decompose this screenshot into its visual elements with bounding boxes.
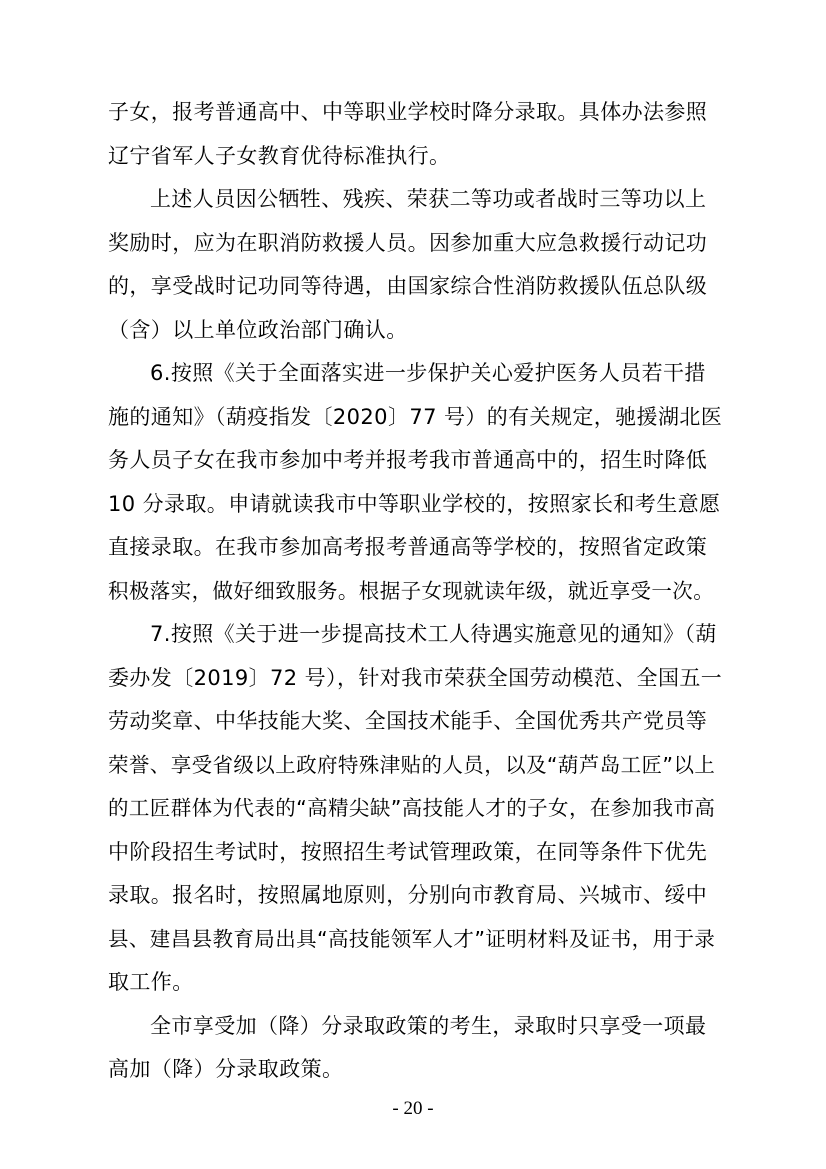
paragraph-line: 委办发〔2019〕72 号），针对我市荣获全国劳动模范、全国五一 — [108, 666, 723, 690]
paragraph-line: 奖励时，应为在职消防救援人员。因参加重大应急救援行动记功 — [108, 231, 708, 255]
paragraph-line: 施的通知》（葫疫指发〔2020〕77 号）的有关规定，驰援湖北医 — [108, 405, 723, 429]
paragraph-line: 高加（降）分录取政策。 — [108, 1057, 344, 1081]
paragraph-line: 积极落实，做好细致服务。根据子女现就读年级，就近享受一次。 — [108, 579, 715, 603]
paragraph-line: 全市享受加（降）分录取政策的考生，录取时只享受一项最 — [150, 1014, 707, 1038]
paragraph-line: 直接录取。在我市参加高考报考普通高等学校的，按照省定政策 — [108, 535, 708, 559]
paragraph-line: 上述人员因公牺牲、残疾、荣获二等功或者战时三等功以上 — [150, 187, 707, 211]
paragraph-line: 县、建昌县教育局出具“高技能领军人才”证明材料及证书，用于录 — [108, 927, 716, 951]
paragraph-line: 劳动奖章、中华技能大奖、全国技术能手、全国优秀共产党员等 — [108, 709, 708, 733]
paragraph-line: （含）以上单位政治部门确认。 — [108, 318, 408, 342]
paragraph-line: 的工匠群体为代表的“高精尖缺”高技能人才的子女，在参加我市高 — [108, 796, 716, 820]
paragraph-line: 的，享受战时记功同等待遇，由国家综合性消防救援队伍总队级 — [108, 274, 708, 298]
paragraph-line: 取工作。 — [108, 970, 194, 994]
paragraph-line: 子女，报考普通高中、中等职业学校时降分录取。具体办法参照 — [108, 100, 708, 124]
page-number: - 20 - — [392, 1098, 434, 1119]
paragraph-line: 录取。报名时，按照属地原则，分别向市教育局、兴城市、绥中 — [108, 883, 708, 907]
paragraph-line: 务人员子女在我市参加中考并报考我市普通高中的，招生时降低 — [108, 448, 708, 472]
paragraph-line: 辽宁省军人子女教育优待标准执行。 — [108, 144, 451, 168]
paragraph-line: 10 分录取。申请就读我市中等职业学校的，按照家长和考生意愿 — [108, 492, 721, 516]
paragraph-line: 6.按照《关于全面落实进一步保护关心爱护医务人员若干措 — [150, 361, 706, 385]
paragraph-line: 7.按照《关于进一步提高技术工人待遇实施意见的通知》（葫 — [150, 622, 717, 646]
paragraph-line: 中阶段招生考试时，按照招生考试管理政策，在同等条件下优先 — [108, 840, 708, 864]
paragraph-line: 荣誉、享受省级以上政府特殊津贴的人员，以及“葫芦岛工匠”以上 — [108, 753, 716, 777]
